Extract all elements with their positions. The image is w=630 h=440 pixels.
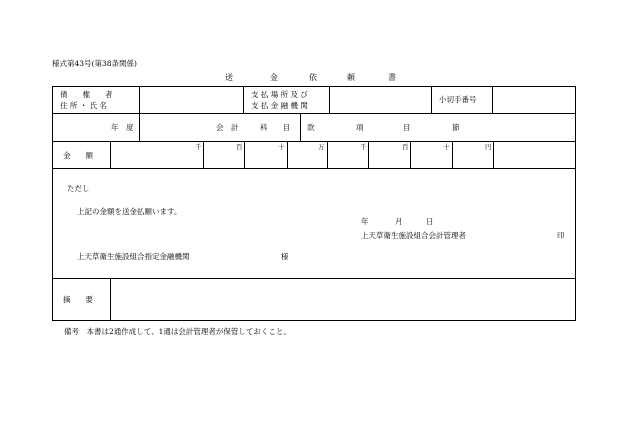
payment-field[interactable]: [330, 87, 430, 112]
creditor-label-line1: 債 権 者: [60, 90, 113, 99]
honorific: 様: [281, 252, 289, 261]
request-text: 上記の金額を送金払願います。: [77, 207, 182, 216]
table-rule: [139, 113, 140, 141]
footnote: 備考 本書は2通作成して、1通は会計管理者が保管しておくこと。: [64, 327, 291, 336]
date-year: 年: [361, 217, 369, 226]
summary-label: 摘 要: [63, 295, 93, 304]
fiscal-year-label: 年 度: [111, 123, 134, 132]
kan-label: 款: [307, 123, 315, 132]
title-char: 依: [309, 73, 317, 82]
table-rule: [52, 86, 53, 320]
check-number-field[interactable]: [493, 87, 574, 112]
proviso-text: ただし: [67, 184, 90, 193]
table-rule: [52, 141, 576, 142]
amount-unit: 十: [443, 143, 450, 151]
kou-label: 項: [356, 123, 364, 132]
amount-label: 金 額: [63, 151, 93, 160]
table-rule: [493, 141, 494, 168]
subject-label: 科 目: [260, 123, 290, 132]
amount-unit: 千: [360, 143, 367, 151]
table-rule: [452, 141, 453, 168]
seal-mark: 印: [557, 231, 565, 240]
table-rule: [52, 113, 576, 114]
date-day: 日: [426, 217, 434, 226]
setsu-label: 節: [452, 123, 460, 132]
form-number: 様式第43号(第38条関係): [52, 59, 137, 68]
payment-label-line2: 支 払 金 融 機 関: [251, 101, 308, 110]
amount-unit: 百: [236, 143, 243, 151]
table-rule: [287, 141, 288, 168]
title-char: 書: [388, 73, 396, 82]
creditor-label-line2: 住 所 ・ 氏 名: [60, 101, 108, 110]
title-char: 頼: [347, 73, 355, 82]
addressee-name: 上天草衛生施設組合指定金融機関: [77, 252, 190, 261]
amount-unit: 十: [278, 143, 285, 151]
date-month: 月: [395, 217, 403, 226]
table-rule: [368, 141, 369, 168]
table-rule: [110, 141, 111, 168]
table-rule: [203, 141, 204, 168]
table-rule: [300, 113, 301, 141]
table-rule: [327, 141, 328, 168]
table-rule: [575, 86, 576, 320]
table-rule: [431, 86, 432, 113]
check-number-label: 小切手番号: [439, 95, 477, 104]
title-char: 送: [225, 73, 233, 82]
moku-label: 目: [403, 123, 411, 132]
table-rule: [410, 141, 411, 168]
amount-unit: 百: [402, 143, 409, 151]
summary-field[interactable]: [111, 279, 574, 319]
title-char: 金: [270, 73, 278, 82]
amount-unit: 万: [318, 143, 325, 151]
issuer-name: 上天草衛生施設組合会計管理者: [361, 231, 466, 240]
table-rule: [52, 168, 576, 169]
table-rule: [243, 86, 244, 113]
table-rule: [52, 320, 576, 321]
creditor-field[interactable]: [140, 87, 242, 112]
amount-unit: 千: [195, 143, 202, 151]
account-label: 会 計: [216, 123, 239, 132]
table-rule: [244, 141, 245, 168]
amount-unit: 円: [485, 143, 492, 151]
payment-label-line1: 支 払 場 所 及 び: [251, 90, 308, 99]
